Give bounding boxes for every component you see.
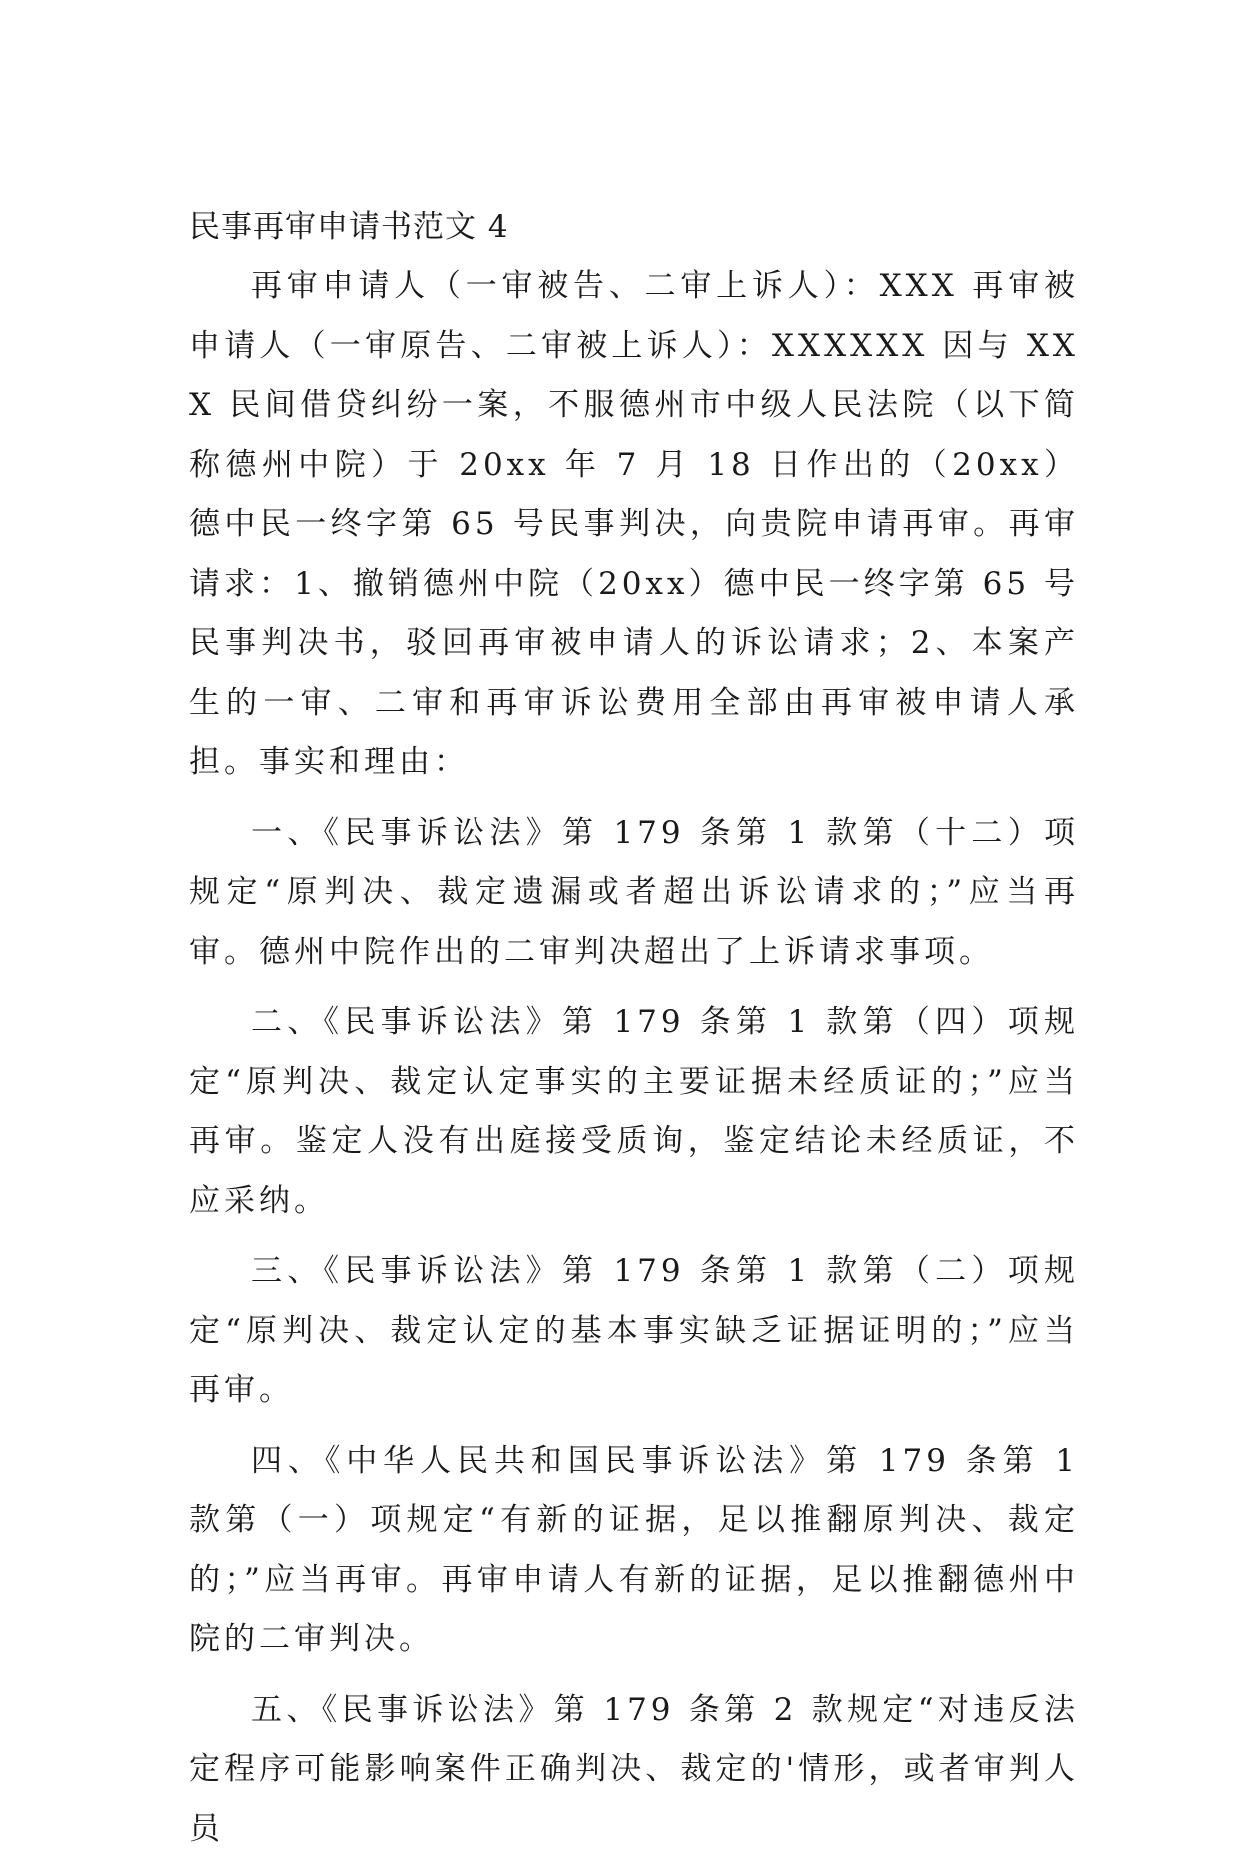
paragraph-reason-3: 三、《民事诉讼法》第 179 条第 1 款第（二）项规定“原判决、裁定认定的基本事实缺乏证据证明的；”应当再审。 <box>189 1242 1079 1421</box>
document-title: 民事再审申请书范文 4 <box>189 198 1079 257</box>
paragraph-reason-2: 二、《民事诉讼法》第 179 条第 1 款第（四）项规定“原判决、裁定认定事实的主要证据未经质证的；”应当再审。鉴定人没有出庭接受质询，鉴定结论未经质证，不应采纳。 <box>189 993 1079 1231</box>
paragraph-reason-4: 四、《中华人民共和国民事诉讼法》第 179 条第 1 款第（一）项规定“有新的证据，足以推翻原判决、裁定的；”应当再审。再审申请人有新的证据，足以推翻德州中院的二审判决。 <box>189 1432 1079 1670</box>
paragraph-reason-5: 五、《民事诉讼法》第 179 条第 2 款规定“对违反法定程序可能影响案件正确判决、裁定的'情形，或者审判人员 <box>189 1681 1079 1859</box>
document-body <box>189 198 1079 1859</box>
paragraph-reason-1: 一、《民事诉讼法》第 179 条第 1 款第（十二）项规定“原判决、裁定遗漏或者超出诉讼请求的；”应当再审。德州中院作出的二审判决超出了上诉请求事项。 <box>189 804 1079 983</box>
paragraph-applicant-info: 再审申请人（一审被告、二审上诉人）：XXX 再审被申请人（一审原告、二审被上诉人）：XXXXXX 因与 XXX 民间借贷纠纷一案，不服德州市中级人民法院（以下简称德州中院）于 20xx 年 7 月 18 日作出的（20xx）德中民一终字第 65 号民事判决，向贵院申请再审。再审请求：1、撤销德州中院（20xx）德中民一终字第 65 号民事判决书，驳回再审被申请人的诉讼请求；2、本案产生的一审、二审和再审诉讼费用全部由再审被申请人承担。事实和理由： <box>189 257 1079 793</box>
